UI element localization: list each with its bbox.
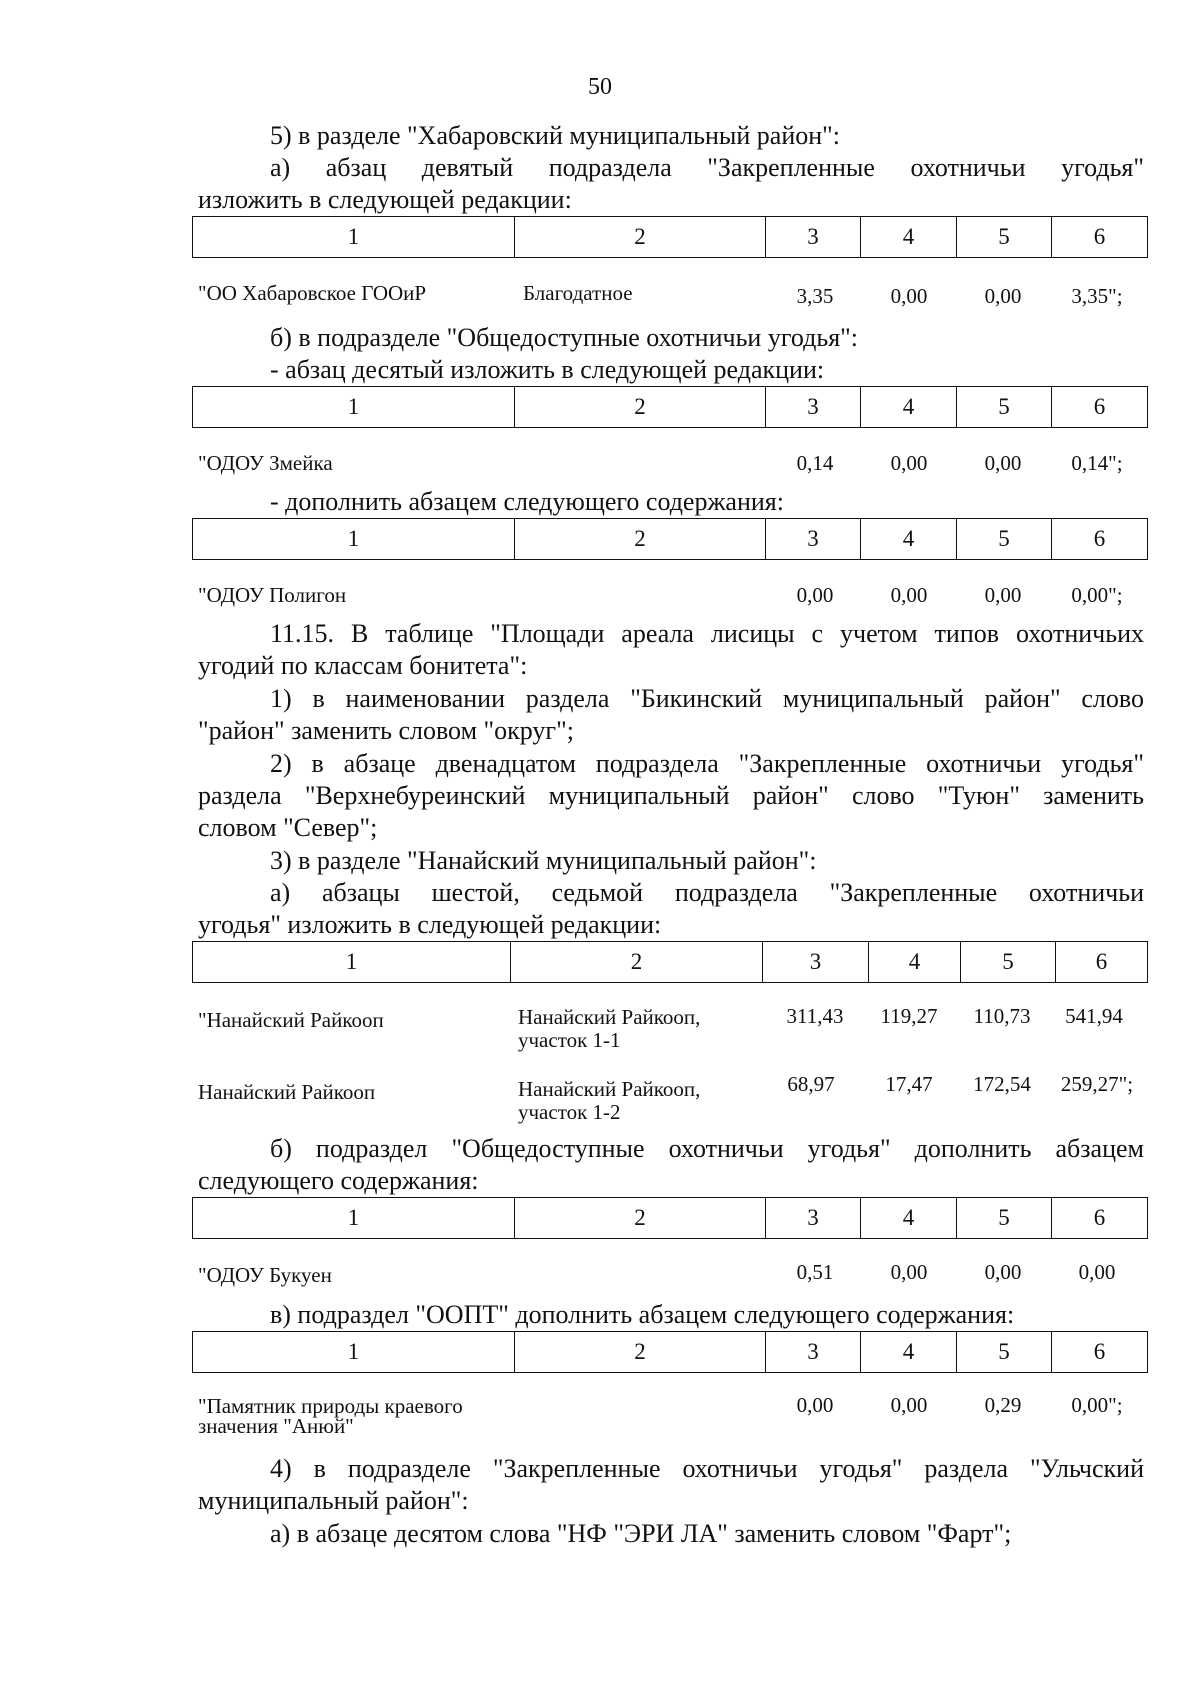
header-cell: 4 bbox=[861, 1332, 957, 1373]
table-cell-4: 0,00 bbox=[890, 451, 928, 475]
paragraph-3b-line1: б) подраздел "Общедоступные охотничьи угодья" дополнить абзацем bbox=[270, 1134, 1144, 1163]
header-cell: 5 bbox=[957, 387, 1052, 428]
header-cell: 6 bbox=[1052, 217, 1148, 258]
paragraph-b-item2: - дополнить абзацем следующего содержания: bbox=[270, 487, 784, 516]
table-cell-5: 172,54 bbox=[973, 1072, 1031, 1096]
table-cell-4: 0,00 bbox=[890, 1260, 928, 1284]
table-row-name: "ОДОУ Полигон bbox=[198, 583, 347, 607]
paragraph-a-line2: изложить в следующей редакции: bbox=[198, 185, 572, 214]
table-row-site: Нанайский Райкооп, bbox=[518, 1077, 701, 1101]
table-cell-4: 17,47 bbox=[885, 1072, 933, 1096]
paragraph-3c: в) подраздел "ООПТ" дополнить абзацем следующего содержания: bbox=[270, 1300, 1015, 1329]
header-cell: 5 bbox=[957, 1198, 1052, 1239]
header-cell: 1 bbox=[193, 942, 511, 983]
paragraph-4-line1: 4) в подразделе "Закрепленные охотничьи угодья" раздела "Ульчский bbox=[270, 1454, 1144, 1483]
header-cell: 5 bbox=[957, 519, 1052, 560]
header-cell: 5 bbox=[957, 1332, 1052, 1373]
table-cell-6: 541,94 bbox=[1065, 1004, 1123, 1028]
header-cell: 5 bbox=[957, 217, 1052, 258]
paragraph-2-line3: словом "Север"; bbox=[198, 813, 378, 842]
paragraph-2-line2: раздела "Верхнебуреинский муниципальный район" слово "Туюн" заменить bbox=[198, 781, 1144, 810]
paragraph-khabarovsk-section: 5) в разделе "Хабаровский муниципальный район": bbox=[270, 121, 841, 150]
header-cell: 1 bbox=[193, 1198, 515, 1239]
header-cell: 6 bbox=[1052, 387, 1148, 428]
table-row-name: "ОО Хабаровское ГООиР bbox=[198, 281, 427, 305]
header-cell: 3 bbox=[766, 1332, 861, 1373]
paragraph-2-line1: 2) в абзаце двенадцатом подраздела "Закрепленные охотничьи угодья" bbox=[270, 749, 1144, 778]
header-cell: 3 bbox=[766, 1198, 861, 1239]
table-row-name: "ОДОУ Букуен bbox=[198, 1263, 332, 1287]
table-cell-3: 0,14 bbox=[796, 451, 834, 475]
table-header-4 bbox=[192, 941, 1148, 983]
table-cell-3: 0,00 bbox=[796, 1393, 834, 1417]
paragraph-11-15-line2: угодий по классам бонитета": bbox=[198, 651, 528, 680]
paragraph-3b-line2: следующего содержания: bbox=[198, 1166, 479, 1195]
paragraph-11-15-line1: 11.15. В таблице "Площади ареала лисицы с учетом типов охотничьих bbox=[270, 619, 1144, 648]
table-row-name: "Памятник природы краевого bbox=[198, 1394, 463, 1418]
header-cell: 6 bbox=[1052, 519, 1148, 560]
header-cell: 2 bbox=[515, 387, 766, 428]
table-cell-5: 0,29 bbox=[984, 1393, 1022, 1417]
table-header-1 bbox=[192, 216, 1148, 258]
paragraph-3a-line1: а) абзацы шестой, седьмой подраздела "Закрепленные охотничьи bbox=[270, 878, 1144, 907]
table-row-site-detail: участок 1-2 bbox=[518, 1100, 621, 1124]
table-cell-6: 0,14"; bbox=[1071, 451, 1123, 475]
paragraph-4-line2: муниципальный район": bbox=[198, 1486, 469, 1515]
header-cell: 1 bbox=[193, 217, 515, 258]
header-cell: 3 bbox=[766, 519, 861, 560]
table-cell-5: 0,00 bbox=[984, 284, 1022, 308]
header-cell: 2 bbox=[515, 217, 766, 258]
paragraph-1-line2: "район" заменить словом "округ"; bbox=[198, 716, 574, 745]
header-cell: 4 bbox=[869, 942, 961, 983]
table-row-name: "Нанайский Райкооп bbox=[198, 1008, 384, 1032]
header-cell: 2 bbox=[511, 942, 763, 983]
table-cell-6: 3,35"; bbox=[1071, 284, 1123, 308]
header-cell: 1 bbox=[193, 519, 515, 560]
table-header-5 bbox=[192, 1197, 1148, 1239]
paragraph-3: 3) в разделе "Нанайский муниципальный район": bbox=[270, 846, 817, 875]
paragraph-b: б) в подразделе "Общедоступные охотничьи угодья": bbox=[270, 323, 858, 352]
header-cell: 1 bbox=[193, 1332, 515, 1373]
paragraph-a-line1: а) абзац девятый подраздела "Закрепленные охотничьи угодья" bbox=[270, 153, 1144, 182]
header-cell: 4 bbox=[861, 387, 957, 428]
table-row-site-detail: участок 1-1 bbox=[518, 1028, 621, 1052]
table-header-6 bbox=[192, 1331, 1148, 1373]
header-cell: 3 bbox=[766, 387, 861, 428]
table-header-2 bbox=[192, 386, 1148, 428]
table-cell-3: 0,00 bbox=[796, 583, 834, 607]
table-row-site: Благодатное bbox=[523, 281, 633, 305]
table-header-3 bbox=[192, 518, 1148, 560]
table-cell-5: 0,00 bbox=[984, 451, 1022, 475]
table-row-name: "ОДОУ Змейка bbox=[198, 451, 333, 475]
header-cell: 4 bbox=[861, 519, 957, 560]
table-cell-4: 0,00 bbox=[890, 284, 928, 308]
table-cell-6: 0,00"; bbox=[1071, 1393, 1123, 1417]
table-cell-5: 0,00 bbox=[984, 583, 1022, 607]
paragraph-1-line1: 1) в наименовании раздела "Бикинский муниципальный район" слово bbox=[270, 684, 1144, 713]
table-cell-4: 0,00 bbox=[890, 583, 928, 607]
header-cell: 6 bbox=[1052, 1198, 1148, 1239]
header-cell: 5 bbox=[961, 942, 1056, 983]
header-cell: 4 bbox=[861, 1198, 957, 1239]
table-row-name: Нанайский Райкооп bbox=[198, 1080, 376, 1104]
table-cell-3: 311,43 bbox=[786, 1004, 844, 1028]
page-number: 50 bbox=[588, 74, 612, 100]
table-cell-3: 0,51 bbox=[796, 1260, 834, 1284]
header-cell: 4 bbox=[861, 217, 957, 258]
table-cell-3: 68,97 bbox=[787, 1072, 835, 1096]
table-cell-6: 0,00 bbox=[1078, 1260, 1116, 1284]
header-cell: 6 bbox=[1056, 942, 1148, 983]
header-cell: 1 bbox=[193, 387, 515, 428]
table-cell-4: 119,27 bbox=[880, 1004, 938, 1028]
paragraph-b-item1: - абзац десятый изложить в следующей редакции: bbox=[270, 355, 825, 384]
table-row-name-cont: значения "Анюй" bbox=[198, 1414, 354, 1438]
header-cell: 3 bbox=[763, 942, 869, 983]
header-cell: 2 bbox=[515, 519, 766, 560]
table-cell-3: 3,35 bbox=[796, 284, 834, 308]
table-cell-6: 259,27"; bbox=[1060, 1072, 1134, 1096]
table-row-site: Нанайский Райкооп, bbox=[518, 1005, 701, 1029]
header-cell: 3 bbox=[766, 217, 861, 258]
table-cell-5: 110,73 bbox=[973, 1004, 1031, 1028]
header-cell: 2 bbox=[515, 1198, 766, 1239]
table-cell-5: 0,00 bbox=[984, 1260, 1022, 1284]
table-cell-4: 0,00 bbox=[890, 1393, 928, 1417]
header-cell: 6 bbox=[1052, 1332, 1148, 1373]
header-cell: 2 bbox=[515, 1332, 766, 1373]
table-cell-6: 0,00"; bbox=[1071, 583, 1123, 607]
paragraph-3a-line2: угодья" изложить в следующей редакции: bbox=[198, 910, 662, 939]
paragraph-4a: а) в абзаце десятом слова "НФ "ЭРИ ЛА" заменить словом "Фарт"; bbox=[270, 1519, 1012, 1548]
